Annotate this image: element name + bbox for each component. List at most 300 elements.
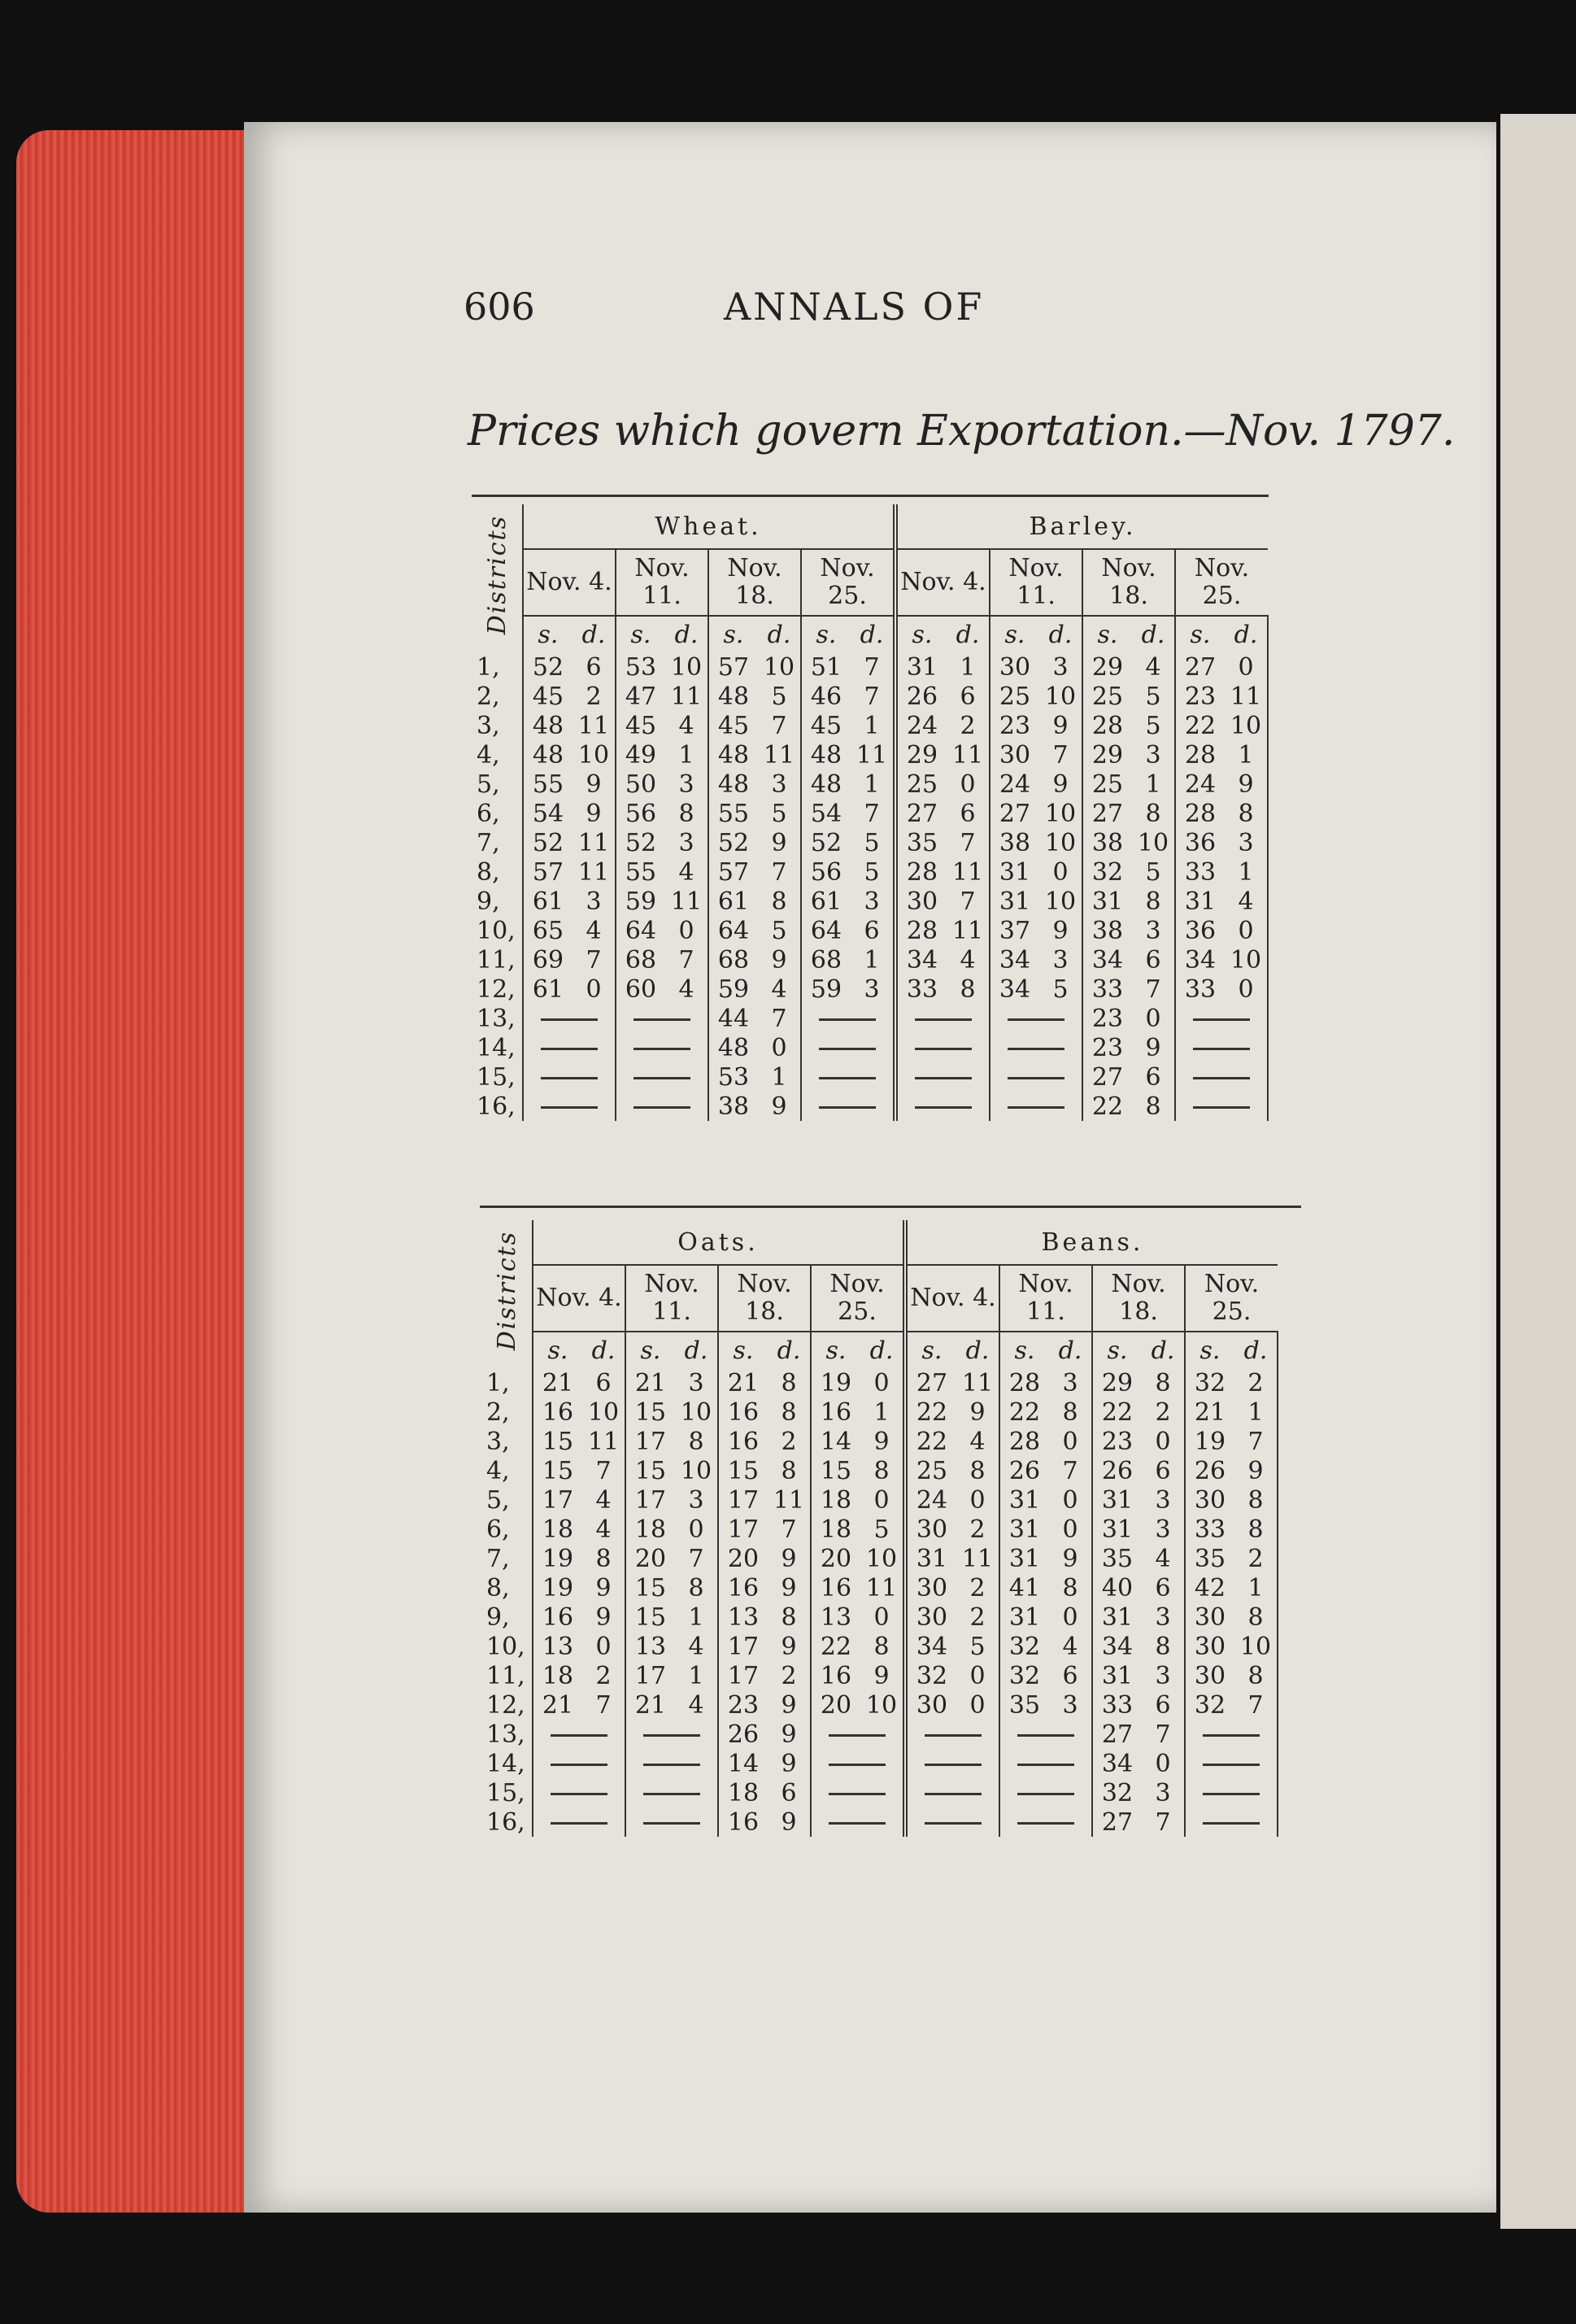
district-number: 12, [472, 975, 523, 1004]
book-page-edges [16, 130, 276, 2213]
price-empty [999, 1807, 1092, 1837]
price-pence: 6 [1132, 945, 1175, 975]
price-empty [801, 1004, 895, 1033]
price-pence: 0 [1049, 1485, 1092, 1515]
price-pence: 8 [675, 1427, 718, 1456]
price-shillings: 29 [1101, 1368, 1134, 1397]
price-shillings: 32 [1008, 1661, 1041, 1690]
empty-dash [1017, 1822, 1074, 1825]
price-pence: 3 [1225, 828, 1268, 857]
table-row [472, 1004, 1268, 1033]
empty-dash [829, 1793, 886, 1795]
empty-dash [1193, 1106, 1250, 1109]
price-pence: 2 [947, 711, 990, 740]
price-shillings: 34 [1101, 1749, 1134, 1778]
price-pence: 9 [768, 1544, 811, 1573]
price-shillings: 64 [717, 916, 750, 945]
price-shillings: 48 [717, 740, 750, 770]
price-shillings: 13 [820, 1602, 852, 1632]
price-shillings: 27 [1184, 652, 1217, 682]
empty-dash [1017, 1764, 1074, 1766]
price-empty [990, 1092, 1082, 1121]
price-shillings: 22 [1184, 711, 1217, 740]
table-row [472, 1062, 1268, 1092]
price-shillings: 21 [1194, 1397, 1226, 1427]
empty-dash [541, 1048, 598, 1050]
price-shillings: 20 [634, 1544, 667, 1573]
price-shillings: 25 [1091, 770, 1124, 799]
price-shillings: 61 [717, 887, 750, 916]
price-pence: 9 [768, 1749, 811, 1778]
price-pence: 2 [572, 682, 616, 711]
table-row [472, 1033, 1268, 1062]
price-shillings: 17 [727, 1632, 760, 1661]
price-shillings: 20 [727, 1544, 760, 1573]
price-pence: 3 [758, 770, 801, 799]
price-shillings: 32 [905, 1661, 956, 1690]
price-shillings: 15 [634, 1456, 667, 1485]
price-pence: 6 [1142, 1690, 1185, 1720]
price-shillings: 26 [1008, 1456, 1041, 1485]
price-shillings: 31 [1008, 1515, 1041, 1544]
price-pence: 0 [1142, 1427, 1185, 1456]
price-pence: 0 [1225, 916, 1268, 945]
price-shillings: 53 [717, 1062, 750, 1092]
price-shillings: 25 [905, 1456, 956, 1485]
pence-unit: d. [1234, 1332, 1278, 1368]
price-pence: 1 [1225, 740, 1268, 770]
price-shillings: 23 [999, 711, 1031, 740]
price-shillings: 33 [1184, 857, 1217, 887]
district-number: 10, [472, 916, 523, 945]
price-empty [801, 1033, 895, 1062]
price-empty [523, 1092, 616, 1121]
price-empty [616, 1062, 708, 1092]
price-shillings: 22 [1008, 1397, 1041, 1427]
price-shillings: 19 [542, 1573, 574, 1602]
price-pence: 2 [956, 1515, 999, 1544]
date-header: Nov. 11. [625, 1265, 718, 1332]
price-empty [616, 1004, 708, 1033]
price-shillings: 61 [532, 887, 564, 916]
price-empty [616, 1033, 708, 1062]
price-shillings: 18 [542, 1515, 574, 1544]
price-shillings: 68 [717, 945, 750, 975]
price-pence: 7 [582, 1456, 625, 1485]
pence-unit: d. [768, 1332, 811, 1368]
empty-dash [1008, 1077, 1064, 1079]
wheat-barley-table [472, 504, 1269, 1121]
price-pence: 8 [860, 1632, 905, 1661]
price-shillings: 31 [999, 857, 1031, 887]
price-shillings: 52 [810, 828, 842, 857]
price-pence: 8 [768, 1456, 811, 1485]
price-shillings: 29 [1091, 740, 1124, 770]
table-row [472, 682, 1268, 711]
price-pence: 4 [582, 1515, 625, 1544]
price-shillings: 31 [1101, 1485, 1134, 1515]
price-pence: 2 [956, 1602, 999, 1632]
district-number: 6, [481, 1515, 533, 1544]
price-shillings: 30 [1194, 1485, 1226, 1515]
price-pence: 0 [572, 975, 616, 1004]
price-pence: 8 [1132, 1092, 1175, 1121]
price-shillings: 20 [820, 1690, 852, 1720]
price-pence: 8 [768, 1602, 811, 1632]
price-shillings: 50 [625, 770, 657, 799]
district-number: 7, [472, 828, 523, 857]
price-shillings: 69 [532, 945, 564, 975]
price-pence: 9 [1049, 1544, 1092, 1573]
price-empty [533, 1749, 625, 1778]
shillings-unit: s. [1199, 1336, 1221, 1365]
price-shillings: 29 [1091, 652, 1124, 682]
price-pence: 4 [675, 1690, 718, 1720]
price-shillings: 34 [999, 945, 1031, 975]
price-shillings: 22 [820, 1632, 852, 1661]
price-pence: 9 [758, 1092, 801, 1121]
price-pence: 4 [758, 975, 801, 1004]
district-number: 4, [481, 1456, 533, 1485]
price-shillings: 21 [634, 1368, 667, 1397]
price-empty [990, 1004, 1082, 1033]
price-shillings: 48 [810, 770, 842, 799]
date-header: Nov. 18. [1092, 1265, 1185, 1332]
price-shillings: 26 [1194, 1456, 1226, 1485]
price-shillings: 17 [727, 1661, 760, 1690]
price-shillings: 15 [727, 1456, 760, 1485]
grain-header: Oats. [533, 1220, 905, 1265]
empty-dash [819, 1018, 876, 1021]
price-empty [905, 1778, 999, 1807]
price-shillings: 37 [999, 916, 1031, 945]
price-shillings: 27 [999, 799, 1031, 828]
price-pence: 4 [956, 1427, 999, 1456]
price-pence: 7 [1132, 975, 1175, 1004]
empty-dash [1008, 1106, 1064, 1109]
price-pence: 10 [582, 1397, 625, 1427]
price-shillings: 31 [1008, 1544, 1041, 1573]
empty-dash [819, 1048, 876, 1050]
price-pence: 8 [1049, 1397, 1092, 1427]
price-shillings: 30 [905, 1515, 956, 1544]
shillings-unit: s. [547, 1336, 568, 1365]
empty-dash [915, 1077, 972, 1079]
price-shillings: 45 [625, 711, 657, 740]
price-pence: 1 [1132, 770, 1175, 799]
shillings-unit: s. [895, 616, 947, 652]
price-pence: 3 [1142, 1602, 1185, 1632]
price-shillings: 44 [717, 1004, 750, 1033]
price-shillings: 48 [717, 682, 750, 711]
grain-header: Beans. [905, 1220, 1278, 1265]
price-shillings: 35 [1101, 1544, 1134, 1573]
price-pence: 7 [1234, 1427, 1278, 1456]
price-pence: 7 [851, 682, 895, 711]
price-shillings: 15 [634, 1397, 667, 1427]
pence-unit: d. [956, 1332, 999, 1368]
price-shillings: 16 [820, 1397, 852, 1427]
price-pence: 10 [860, 1544, 905, 1573]
table-row [481, 1427, 1278, 1456]
price-pence: 0 [758, 1033, 801, 1062]
price-pence: 0 [1039, 857, 1082, 887]
table-row [472, 711, 1268, 740]
price-pence: 11 [758, 740, 801, 770]
price-shillings: 13 [727, 1602, 760, 1632]
price-pence: 2 [768, 1427, 811, 1456]
price-shillings: 64 [810, 916, 842, 945]
price-shillings: 34 [895, 945, 947, 975]
price-pence: 0 [860, 1368, 905, 1397]
price-shillings: 54 [532, 799, 564, 828]
district-number: 10, [481, 1632, 533, 1661]
price-empty [625, 1778, 718, 1807]
price-shillings: 16 [820, 1573, 852, 1602]
price-pence: 11 [582, 1427, 625, 1456]
district-number: 13, [481, 1720, 533, 1749]
price-shillings: 33 [1184, 975, 1217, 1004]
price-pence: 11 [1225, 682, 1268, 711]
price-pence: 6 [947, 682, 990, 711]
price-shillings: 48 [717, 1033, 750, 1062]
price-pence: 11 [665, 887, 708, 916]
price-pence: 10 [675, 1397, 718, 1427]
districts-label: Districts [482, 515, 512, 635]
price-pence: 5 [1132, 711, 1175, 740]
price-pence: 1 [947, 652, 990, 682]
price-shillings: 31 [1008, 1485, 1041, 1515]
price-pence: 0 [1049, 1427, 1092, 1456]
date-header: Nov. 4. [523, 549, 616, 616]
price-pence: 11 [851, 740, 895, 770]
district-number: 5, [481, 1485, 533, 1515]
price-shillings: 35 [895, 828, 947, 857]
price-pence: 3 [1132, 916, 1175, 945]
price-pence: 9 [572, 799, 616, 828]
price-empty [533, 1807, 625, 1837]
price-pence: 7 [1039, 740, 1082, 770]
table-row [481, 1661, 1278, 1690]
price-shillings: 23 [1184, 682, 1217, 711]
price-shillings: 30 [905, 1602, 956, 1632]
price-shillings: 22 [1091, 1092, 1124, 1121]
price-pence: 8 [1049, 1573, 1092, 1602]
price-shillings: 26 [727, 1720, 760, 1749]
district-number: 8, [481, 1573, 533, 1602]
price-shillings: 24 [1184, 770, 1217, 799]
price-shillings: 30 [1194, 1661, 1226, 1690]
price-pence: 8 [675, 1573, 718, 1602]
price-shillings: 48 [717, 770, 750, 799]
price-pence: 9 [768, 1690, 811, 1720]
table-row [472, 652, 1268, 682]
price-pence: 11 [665, 682, 708, 711]
price-pence: 1 [1234, 1573, 1278, 1602]
price-pence: 1 [1234, 1397, 1278, 1427]
price-shillings: 27 [1091, 1062, 1124, 1092]
price-shillings: 31 [999, 887, 1031, 916]
price-pence: 3 [1142, 1485, 1185, 1515]
price-pence: 11 [572, 857, 616, 887]
price-pence: 1 [851, 770, 895, 799]
top-price-table [472, 504, 1269, 1121]
price-shillings: 30 [1194, 1602, 1226, 1632]
price-pence: 4 [665, 857, 708, 887]
district-number: 15, [472, 1062, 523, 1092]
district-number: 14, [472, 1033, 523, 1062]
price-shillings: 28 [1184, 799, 1217, 828]
table-row [472, 945, 1268, 975]
price-empty [523, 1062, 616, 1092]
price-shillings: 59 [717, 975, 750, 1004]
price-shillings: 28 [895, 916, 947, 945]
price-empty [895, 1004, 990, 1033]
empty-dash [1008, 1048, 1064, 1050]
date-header: Nov. 11. [990, 549, 1082, 616]
shillings-unit: s. [640, 1336, 661, 1365]
price-pence: 5 [758, 916, 801, 945]
price-pence: 4 [665, 975, 708, 1004]
price-shillings: 19 [542, 1544, 574, 1573]
price-empty [811, 1778, 905, 1807]
district-number: 5, [472, 770, 523, 799]
price-shillings: 16 [542, 1397, 574, 1427]
table-row [481, 1544, 1278, 1573]
price-shillings: 20 [820, 1544, 852, 1573]
price-empty [1185, 1720, 1278, 1749]
pence-unit: d. [1049, 1332, 1092, 1368]
date-header: Nov. 25. [801, 549, 895, 616]
price-pence: 0 [1132, 1004, 1175, 1033]
price-shillings: 30 [1194, 1632, 1226, 1661]
table-row [472, 770, 1268, 799]
price-pence: 3 [1049, 1368, 1092, 1397]
district-number: 11, [472, 945, 523, 975]
price-shillings: 68 [810, 945, 842, 975]
pence-unit: d. [947, 616, 990, 652]
price-pence: 0 [675, 1515, 718, 1544]
district-number: 11, [481, 1661, 533, 1690]
pence-unit: d. [675, 1332, 718, 1368]
price-pence: 9 [1132, 1033, 1175, 1062]
district-number: 3, [481, 1427, 533, 1456]
price-shillings: 30 [999, 652, 1031, 682]
price-pence: 8 [956, 1456, 999, 1485]
page-title: Prices which govern Exportation.—Nov. 1797. [468, 407, 1456, 456]
price-pence: 11 [947, 740, 990, 770]
empty-dash [1017, 1734, 1074, 1737]
price-empty [625, 1720, 718, 1749]
price-pence: 5 [758, 799, 801, 828]
district-number: 15, [481, 1778, 533, 1807]
district-number: 16, [481, 1807, 533, 1837]
price-pence: 2 [956, 1573, 999, 1602]
price-shillings: 59 [625, 887, 657, 916]
date-header: Nov. 4. [895, 549, 990, 616]
price-pence: 7 [851, 652, 895, 682]
price-empty [999, 1778, 1092, 1807]
price-pence: 9 [860, 1661, 905, 1690]
empty-dash [915, 1106, 972, 1109]
price-pence: 9 [768, 1720, 811, 1749]
pence-unit: d. [1132, 616, 1175, 652]
price-shillings: 15 [634, 1602, 667, 1632]
price-empty [801, 1062, 895, 1092]
price-pence: 8 [1142, 1632, 1185, 1661]
price-shillings: 48 [532, 711, 564, 740]
price-empty [811, 1720, 905, 1749]
price-pence: 3 [1142, 1661, 1185, 1690]
districts-header [481, 1220, 533, 1368]
price-shillings: 59 [810, 975, 842, 1004]
price-shillings: 24 [895, 711, 947, 740]
price-pence: 0 [1049, 1515, 1092, 1544]
empty-dash [1017, 1793, 1074, 1795]
price-shillings: 18 [542, 1661, 574, 1690]
price-pence: 9 [1234, 1456, 1278, 1485]
price-pence: 8 [665, 799, 708, 828]
price-pence: 10 [758, 652, 801, 682]
price-shillings: 49 [625, 740, 657, 770]
price-pence: 10 [1039, 682, 1082, 711]
table-row [481, 1515, 1278, 1544]
price-shillings: 15 [634, 1573, 667, 1602]
empty-dash [1203, 1793, 1260, 1795]
price-pence: 9 [758, 828, 801, 857]
price-shillings: 52 [717, 828, 750, 857]
price-shillings: 33 [1101, 1690, 1134, 1720]
price-pence: 0 [860, 1485, 905, 1515]
empty-dash [643, 1793, 700, 1795]
empty-dash [1193, 1077, 1250, 1079]
table-row [472, 916, 1268, 945]
table-row [481, 1749, 1278, 1778]
price-shillings: 23 [1101, 1427, 1134, 1456]
empty-dash [819, 1106, 876, 1109]
price-shillings: 34 [1184, 945, 1217, 975]
price-shillings: 24 [999, 770, 1031, 799]
price-pence: 7 [1234, 1690, 1278, 1720]
price-shillings: 56 [625, 799, 657, 828]
empty-dash [633, 1106, 690, 1109]
price-shillings: 32 [1101, 1778, 1134, 1807]
price-pence: 2 [582, 1661, 625, 1690]
price-pence: 4 [582, 1485, 625, 1515]
district-number: 3, [472, 711, 523, 740]
price-shillings: 19 [820, 1368, 852, 1397]
price-pence: 3 [1039, 652, 1082, 682]
price-shillings: 32 [1008, 1632, 1041, 1661]
price-pence: 0 [947, 770, 990, 799]
shillings-unit: s. [1004, 620, 1025, 649]
empty-dash [829, 1734, 886, 1737]
price-empty [523, 1004, 616, 1033]
price-shillings: 30 [895, 887, 947, 916]
price-pence: 1 [851, 711, 895, 740]
price-shillings: 24 [905, 1485, 956, 1515]
price-pence: 8 [1142, 1368, 1185, 1397]
price-shillings: 29 [895, 740, 947, 770]
price-shillings: 46 [810, 682, 842, 711]
table-row [481, 1720, 1278, 1749]
price-pence: 3 [675, 1368, 718, 1397]
empty-dash [1203, 1734, 1260, 1737]
price-shillings: 16 [727, 1573, 760, 1602]
price-shillings: 18 [727, 1778, 760, 1807]
empty-dash [1203, 1764, 1260, 1766]
price-pence: 3 [851, 887, 895, 916]
